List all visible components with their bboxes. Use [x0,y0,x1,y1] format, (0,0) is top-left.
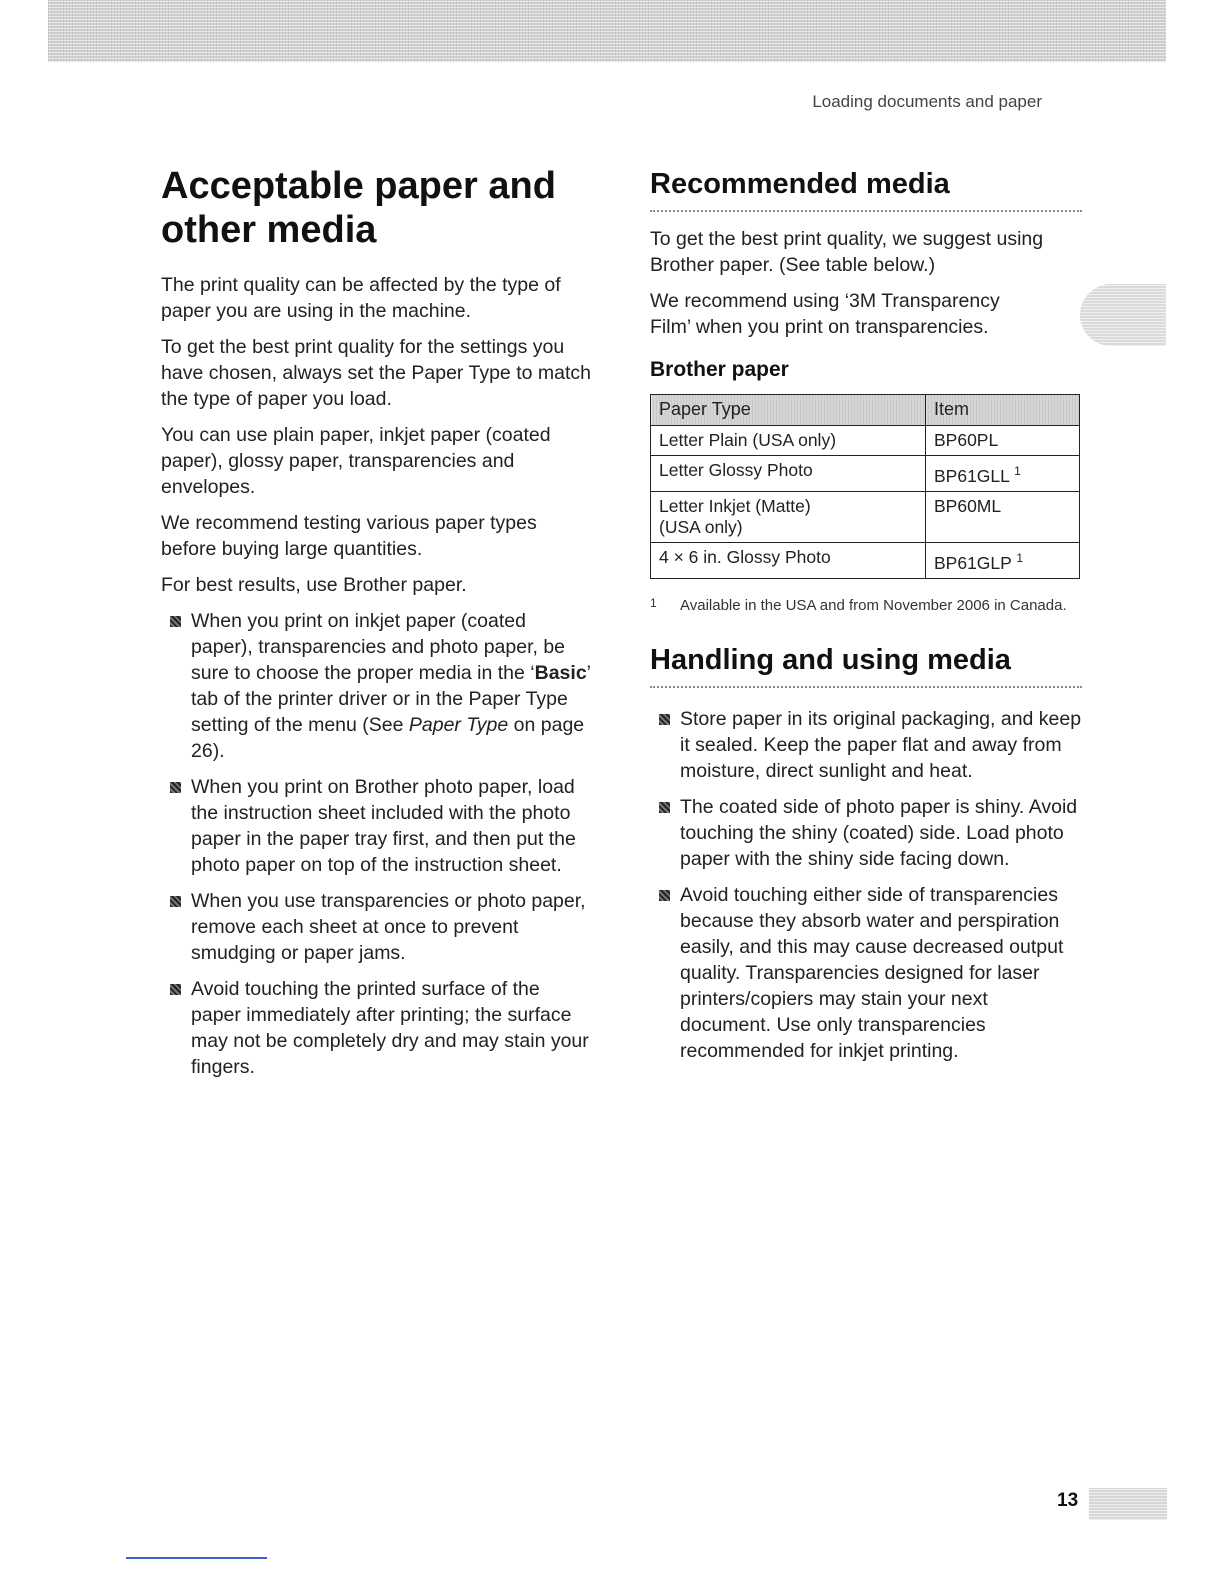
paper-type-cell: Letter Glossy Photo [651,456,926,492]
table-row [651,426,1080,456]
paper-type-reference: Paper Type [408,714,509,736]
square-bullet-icon [170,782,181,793]
square-bullet-icon [170,616,181,627]
square-bullet-icon [170,984,181,995]
table-footnote [650,595,1082,616]
paper-type-cell: Letter Plain (USA only) [651,426,926,456]
table-row [651,542,1080,578]
recommended-media-heading: Recommended media [650,166,1082,212]
footnote-ref: 1 [1016,550,1024,565]
testing-paragraph: We recommend testing various paper types before buying large quantities. [161,512,537,560]
list-item: When you print on Brother photo paper, load the instruction sheet included with the photo paper in the paper tray first, and then put the photo paper on top of the instruction sheet. [161,774,591,878]
list-item: Store paper in its original packaging, and keep it sealed. Keep the paper flat and away from moisture, direct sunlight and heat. [650,706,1082,784]
list-item: Avoid touching either side of transparencies because they absorb water and perspiration easily, and this may cause decreased output quality. Transparencies designed for laser printers/copiers may stain your next document. Use only transparencies recommended for inkjet printing. [650,882,1082,1064]
list-item: Avoid touching the printed surface of the paper immediately after printing; the surface may not be completely dry and may stain your fingers. [161,976,591,1080]
list-item: When you use transparencies or photo paper, remove each sheet at once to prevent smudging or paper jams. [161,888,591,966]
transparency-paragraph: We recommend using ‘3M Transparency Film’ when you print on transparencies. [650,290,1000,338]
table-row [651,456,1080,492]
table-header-row [651,395,1080,426]
intro-paragraph: The print quality can be affected by the type of paper you are using in the machine. [161,274,561,322]
basic-tab-name: Basic [534,662,587,684]
footnote-ref: 1 [1014,464,1021,478]
left-column [161,160,591,1090]
item-cell: BP60PL [926,426,1080,456]
square-bullet-icon [659,714,670,725]
paper-type-paragraph: To get the best print quality for the settings you have chosen, always set the Paper Type to match the type of paper you load. [161,336,591,410]
handling-list [650,706,1082,1064]
paper-type-cell: 4 × 6 in. Glossy Photo [651,542,926,578]
recommended-paragraph: To get the best print quality, we suggest using Brother paper. (See table below.) [650,228,1044,276]
handling-media-heading: Handling and using media [650,642,1082,688]
item-cell: BP60ML [926,491,1080,542]
page-number-tab [1089,1488,1167,1520]
footnote-mark: 1 [650,595,657,610]
media-types-paragraph: You can use plain paper, inkjet paper (coated paper), glossy paper, transparencies and envelopes. [161,424,551,498]
page-title: Acceptable paper and other media [161,165,556,251]
item-cell: BP61GLL $^1$ [926,456,1080,492]
right-column [650,160,1082,1074]
list-item: When you print on inkjet paper (coated paper), transparencies and photo paper, be sure to choose the proper media in the ‘Basic’ tab of the printer driver or in the Paper Type setting of the menu (See Paper Type on page 26). [161,608,591,764]
chapter-tab [1080,284,1166,346]
paper-type-cell: Letter Inkjet (Matte) (USA only) [651,491,926,542]
bottom-rule [126,1557,267,1559]
footnote-text: Available in the USA and from November 2006 in Canada. [680,596,1067,614]
column-header-paper-type: Paper Type [651,395,926,426]
brother-paper-paragraph: For best results, use Brother paper. [161,574,467,596]
page-number: 13 [1057,1490,1079,1511]
tips-list [161,608,591,1080]
square-bullet-icon [170,896,181,907]
brother-paper-table [650,394,1080,579]
column-header-item: Item [926,395,1080,426]
running-header: Loading documents and paper [812,92,1042,111]
table-row [651,491,1080,542]
list-item: The coated side of photo paper is shiny. Avoid touching the shiny (coated) side. Load photo paper with the shiny side facing down. [650,794,1082,872]
item-cell: BP61GLP $^1$ [926,542,1080,578]
square-bullet-icon [659,890,670,901]
square-bullet-icon [659,802,670,813]
header-band [48,0,1166,62]
brother-paper-heading: Brother paper [650,358,789,381]
